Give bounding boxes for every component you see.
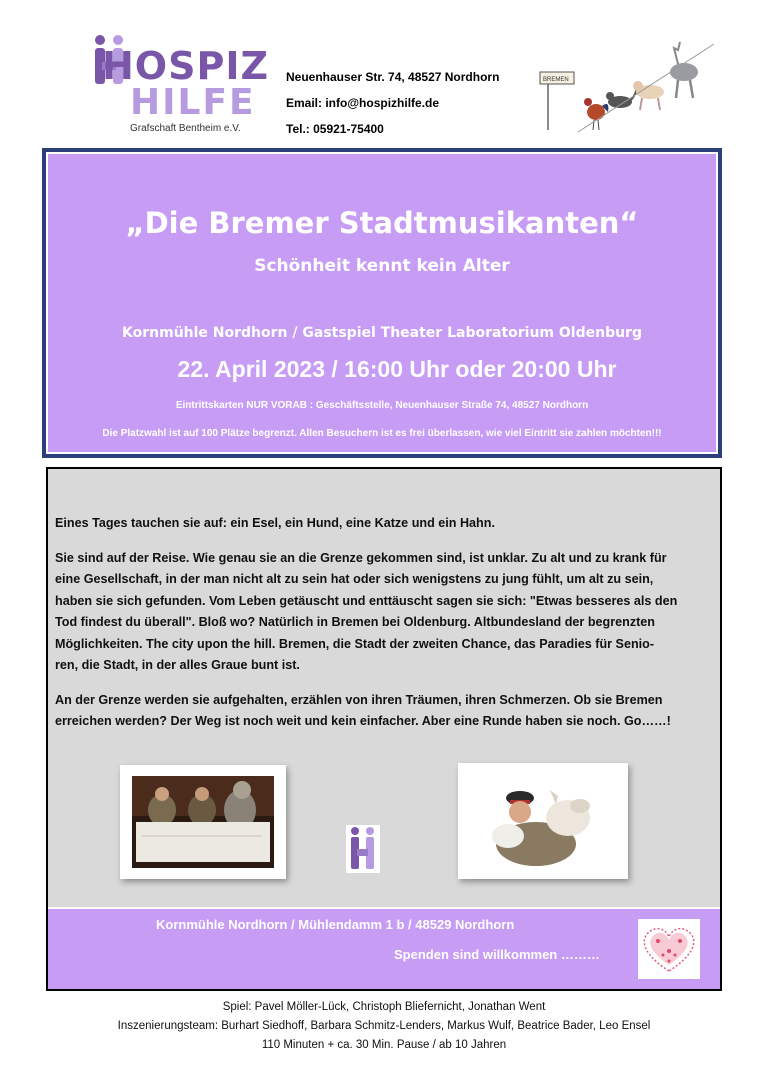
logo-word-hospiz: HOSPIZ	[102, 44, 270, 88]
seat-info: Die Platzwahl ist auf 100 Plätze begrenzt. Allen Besuchern ist es frei überlassen, wie viel Eintritt sie zahlen möchten!!!	[102, 428, 662, 439]
venue-band	[48, 907, 720, 989]
event-venue: Kornmühle Nordhorn / Gastspiel Theater Laboratorium Oldenburg	[122, 325, 642, 341]
contact-address: Neuenhauser Str. 74, 48527 Nordhorn	[286, 70, 500, 84]
contact-block	[286, 64, 499, 142]
credits	[0, 998, 768, 1055]
venue-address: Kornmühle Nordhorn / Mühlendamm 1 b / 48529 Nordhorn	[156, 917, 515, 932]
logo-subtitle: Grafschaft Bentheim e.V.	[130, 123, 241, 134]
event-date: 22. April 2023 / 16:00 Uhr oder 20:00 Uhr	[177, 356, 617, 382]
credits-cast: Spiel: Pavel Möller-Lück, Christoph Bliefernicht, Jonathan Went	[222, 1001, 546, 1013]
story-text	[55, 513, 712, 746]
hospiz-mini-logo-icon	[346, 825, 380, 873]
heart-icon	[638, 919, 700, 979]
story-line: erreichen werden? Der Weg ist noch weit und kein einfacher. Aber eine Runde haben sie noch. Go……!	[55, 714, 671, 728]
story-line: eine Gesellschaft, in der man nicht alt zu sein hat oder sich wenigstens zu jung fühlt, um alt zu sein,	[55, 572, 654, 586]
hospiz-logo	[92, 30, 270, 140]
bremen-sign-text: BREMEN	[543, 77, 569, 83]
logo-word-hilfe: HILFE	[130, 82, 256, 123]
actor-donkey-image	[470, 774, 616, 868]
credits-staging: Inszenierungsteam: Burhart Siedhoff, Barbara Schmitz-Lenders, Markus Wulf, Beatrice Bader, Leo Ensel	[117, 1020, 651, 1032]
contact-phone: Tel.: 05921-75400	[286, 122, 384, 136]
photo-actor-donkey	[458, 763, 628, 879]
dog-icon	[633, 81, 664, 110]
event-banner-inner	[46, 152, 718, 454]
story-line: Sie sind auf der Reise. Wie genau sie an die Grenze gekommen sind, ist unklar. Zu alt und zu krank für	[55, 550, 667, 565]
contact-email: Email: info@hospizhilfe.de	[286, 96, 440, 110]
event-banner	[42, 148, 722, 458]
ticket-info: Eintrittskarten NUR VORAB : Geschäftsstelle, Neuenhauser Straße 74, 48527 Nordhorn	[175, 400, 589, 411]
photo-actors-table	[120, 765, 286, 879]
story-line: Tod findest du überall". Bloß wo? Natürlich in Bremen bei Oldenburg. Altbundesland der begrenzten	[55, 615, 656, 629]
event-title: „Die Bremer Stadtmusikanten“	[125, 206, 639, 240]
donation-note: Spenden sind willkommen ………	[394, 947, 600, 962]
actors-table-image	[132, 776, 274, 868]
story-paragraph-3	[55, 690, 712, 733]
story-line: Möglichkeiten. The city upon the hill. Bremen, die Stadt der zweiten Chance, das Paradies für Senio-	[55, 636, 655, 651]
story-paragraph-2	[55, 548, 712, 677]
story-line: haben sie sich gefunden. Vom Leben getäuscht und enttäuscht sagen sie sich: "Etwas besseres als den	[55, 593, 678, 608]
heart-image	[638, 919, 700, 979]
town-musicians-illustration	[538, 40, 718, 140]
story-box	[46, 467, 722, 991]
credits-duration: 110 Minuten + ca. 30 Min. Pause / ab 10 Jahren	[261, 1039, 507, 1051]
event-subtitle: Schönheit kennt kein Alter	[254, 256, 510, 276]
story-line: An der Grenze werden sie aufgehalten, erzählen von ihren Träumen, ihren Schmerzen. Ob sie Bremen	[55, 692, 663, 707]
story-line: ren, die Stadt, in der alles Graue bunt ist.	[55, 658, 300, 672]
story-paragraph-1: Eines Tages tauchen sie auf: ein Esel, ein Hund, eine Katze und ein Hahn.	[55, 516, 495, 530]
